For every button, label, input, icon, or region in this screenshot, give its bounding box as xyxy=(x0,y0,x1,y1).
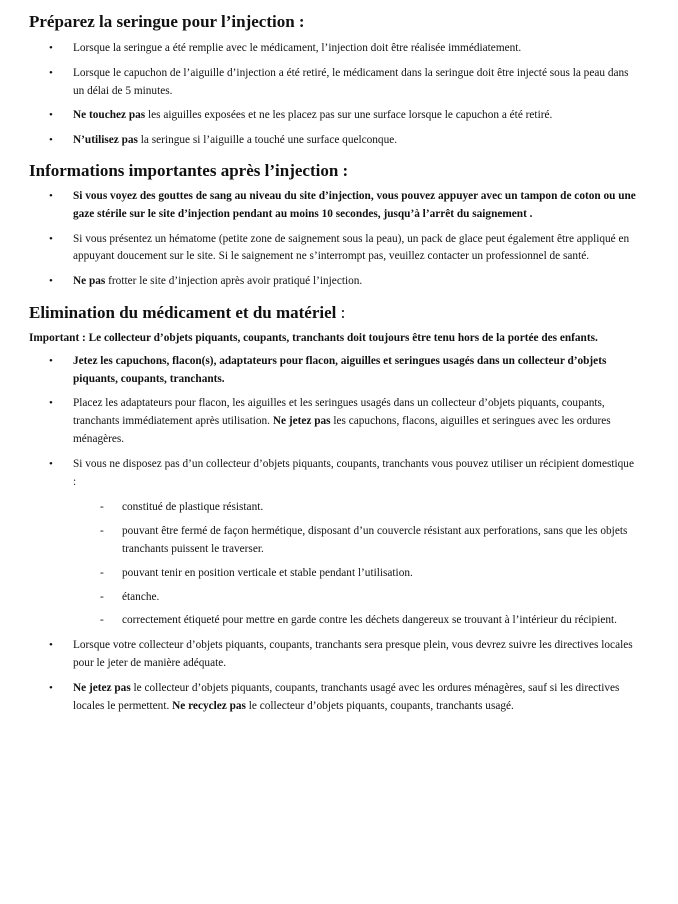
list-item-text: frotter le site d’injection après avoir pratiqué l’injection. xyxy=(105,275,363,288)
bullet-icon: • xyxy=(49,232,53,245)
dash-list-item xyxy=(100,565,638,583)
list-item-text: la seringue si l’aiguille a touché une surface quelconque. xyxy=(137,134,398,147)
list-item-emphasis: N’utilisez pas xyxy=(73,134,138,147)
list-item xyxy=(49,680,638,716)
dash-icon: - xyxy=(100,525,104,538)
list-item-emphasis: Ne touchez pas xyxy=(73,109,146,122)
list-item xyxy=(49,132,638,150)
list-item xyxy=(49,40,638,58)
dash-list-item-text: pouvant tenir en position verticale et stable pendant l’utilisation. xyxy=(122,566,413,579)
list-item-emphasis: Ne pas xyxy=(73,275,106,288)
list-item-emphasis: Ne recyclez pas xyxy=(172,699,246,712)
bullet-icon: • xyxy=(49,639,53,652)
dash-icon: - xyxy=(100,590,104,603)
section-heading-disposal xyxy=(29,302,638,324)
important-notice: Important : Le collecteur d’objets piquants, coupants, tranchants doit toujours être tenu hors de la portée des enfants. xyxy=(29,331,598,344)
bullet-icon: • xyxy=(49,66,53,79)
bullet-icon: • xyxy=(49,189,53,202)
disposal-list xyxy=(29,353,638,716)
dash-list-item xyxy=(100,612,638,630)
section-heading-text: Elimination du médicament et du matériel xyxy=(29,302,337,322)
bullet-icon: • xyxy=(49,109,53,122)
list-item-text: Si vous présentez un hématome (petite zone de saignement sous la peau), un pack de glace peut également être appliqué en appuyant doucement sur le site. Si le saignement ne s’interrompt pas, veuillez contacter un professionnel de santé. xyxy=(73,232,630,263)
list-item-text: Lorsque la seringue a été remplie avec le médicament, l’injection doit être réalisée immédiatement. xyxy=(73,42,522,54)
bullet-icon: • xyxy=(49,354,53,367)
list-item xyxy=(49,188,638,224)
list-item-emphasis: Si vous voyez des gouttes de sang au niveau du site d’injection, vous pouvez appuyer avec un tampon de coton ou une gaze stérile sur le site d’injection pendant au moins 10 secondes, jusqu’à l’arrêt du saignement . xyxy=(73,189,636,220)
dash-icon: - xyxy=(100,614,104,627)
dash-list-item-text: correctement étiqueté pour mettre en garde contre les déchets dangereux se trouvant à l’intérieur du récipient. xyxy=(122,614,617,627)
list-item xyxy=(49,107,638,125)
list-item-text: les aiguilles exposées et ne les placez pas sur une surface lorsque le capuchon a été retiré. xyxy=(145,109,553,122)
dash-list-item xyxy=(100,523,638,559)
container-requirements-list xyxy=(73,499,638,630)
list-item xyxy=(49,456,638,630)
list-item xyxy=(49,637,638,673)
section-heading-prepare-syringe: Préparez la seringue pour l’injection : xyxy=(29,12,305,31)
dash-list-item-text: pouvant être fermé de façon hermétique, disposant d’un couvercle résistant aux perforations, sans que les objets tranchants puissent le traverser. xyxy=(122,525,628,555)
dash-icon: - xyxy=(100,501,104,514)
list-item-text: Lorsque le capuchon de l’aiguille d’injection a été retiré, le médicament dans la seringue doit être injecté sous la peau dans un délai de 5 minutes. xyxy=(73,66,629,97)
dash-list-item xyxy=(100,589,638,607)
section-heading-after-injection: Informations importantes après l’injection : xyxy=(29,160,349,180)
list-item xyxy=(49,353,638,389)
bullet-icon: • xyxy=(49,457,53,470)
list-item xyxy=(49,273,638,291)
bullet-icon: • xyxy=(49,275,53,288)
bullet-icon: • xyxy=(49,42,53,54)
prepare-syringe-list xyxy=(29,40,638,150)
list-item-emphasis: Ne jetez pas xyxy=(73,681,131,694)
list-item xyxy=(49,231,638,267)
list-item-text: le collecteur d’objets piquants, coupants, tranchants usagé. xyxy=(245,699,514,712)
list-item-emphasis: Ne jetez pas xyxy=(272,415,331,428)
dash-icon: - xyxy=(100,566,104,579)
list-item-text: Placez les adaptateurs pour flacon, les aiguilles et les seringues usagés dans un collecteur d’objets piquants, coupants, tranchants immédiatement après utilisation. xyxy=(73,397,605,428)
list-item-text: le collecteur d’objets piquants, coupants, tranchants usagé avec les ordures ménagères, sauf si les directives locales le permettent. xyxy=(73,681,620,712)
after-injection-list xyxy=(29,188,638,291)
bullet-icon: • xyxy=(49,681,53,694)
list-item-text: les capuchons, flacons, aiguilles et seringues avec les ordures ménagères. xyxy=(73,415,611,445)
bullet-icon: • xyxy=(49,397,53,410)
list-item-text: Si vous ne disposez pas d’un collecteur d’objets piquants, coupants, tranchants vous pouvez utiliser un récipient domestique : xyxy=(73,457,634,488)
list-item-emphasis: Jetez les capuchons, flacon(s), adaptateurs pour flacon, aiguilles et seringues usagés dans un collecteur d’objets piquants, coupants, tranchants. xyxy=(73,354,607,385)
bullet-icon: • xyxy=(49,134,53,147)
dash-list-item-text: étanche. xyxy=(122,590,160,603)
dash-list-item xyxy=(100,499,638,517)
dash-list-item-text: constitué de plastique résistant. xyxy=(122,501,264,514)
list-item-text: Lorsque votre collecteur d’objets piquants, coupants, tranchants sera presque plein, vous devrez suivre les directives locales pour le jeter de manière adéquate. xyxy=(73,639,633,669)
list-item xyxy=(49,65,638,101)
list-item xyxy=(49,395,638,448)
section-heading-colon: : xyxy=(336,302,346,322)
